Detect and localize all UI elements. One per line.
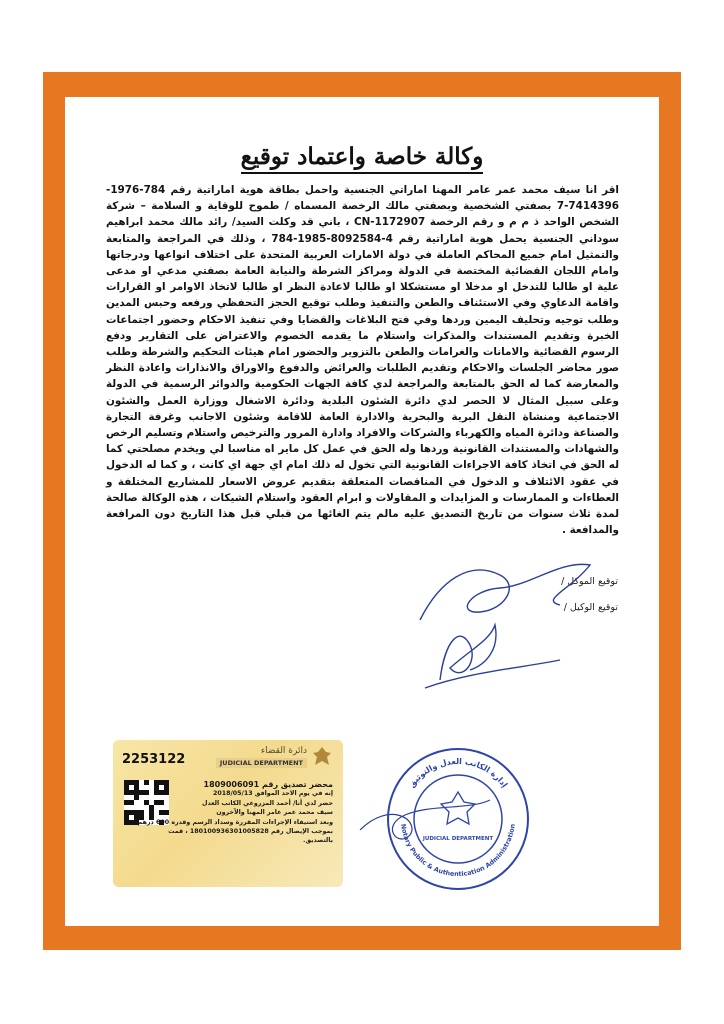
agent-signature: [425, 625, 560, 688]
stamp-line: حضر لدي أنا/ أحمد المزروعي الكاتب العدل: [202, 799, 333, 807]
body-paragraph: اقر انا سيف محمد عمر عامر المهنا اماراتي الجنسية واحمل بطاقة هوية اماراتية رقم 784-1976-7414396-7 بصفتي الشخصية وبصفتي مالك الرخصة المسماه / طموح للوقاية و السلامة – شركة الشخص الواحد ذ م م و رقم الرخصة CN-1172907 ، باني قد وكلت السيد/ رائد مالك محمد ابراهيم سوداني الجنسية يحمل هوية اماراتية رقم 4-8092584-1985-784 ، وذلك في المراجعة والمتابعة والتمثيل امام جميع المحاكم العاملة في دولة الامارات العربية المتحدة على اختلاف انواعها ودرجاتها وامام اللجان القضائية المختصة في الدولة ومراكز الشرطة والنيابة العامة بصفتي مدعي او مدعى علية او طالبا للتدخل او مدخلا او مستشكلا او طالبا لاعادة النظر او طالبا لاتخاذ الاوامر او القرارات واقامة الدعاوي وفي الاستئناف والطعن والتنفيذ وطلب توقيع الحجز التحفظي ورفعه وحبس المدين وطلب توجيه وتحليف اليمين وردها وفي فتح البلاغات والقضايا وفي تنفيذ الاحكام وحضور اجتماعات الخبرة وتقديم المستندات والمذكرات واستلام ما يقدمه الخصوم والاعتراض على التقارير ودفع الرسوم القضائية والامانات والغرامات والطعن بالتزوير والحضور امام هيئات التحكيم والشرطة وطلب صور محاضر الجلسات والاحكام وتقديم الطلبات والعرائض والدفوع والاوراق والانذارات واعادة النظر والمعارضة كما له الحق بالمتابعة والمراجعة لدي كافة الجهات الحكومية والدوائر الرسمية في الدولة وعلى سبيل المثال لا الحصر لدي دائرة الشئون البلدية ودائرة الاشغال ووزارة العمل والشئون الاجتماعية ومنشاة النقل البرية والبحرية والادارة العامة للاقامة وشئون الاجانب وغرفة التجارة والصناعة ودائرة المياه والكهرباء والشركات والافراد وادارة المرور والترخيص واستلام وتسليم الرخص والشهادات والمستندات القانونية وردها وله الحق في عمل كل ماير اه مناسبا لي ويخدم مصلحتي كما له الحق في اتخاذ كافة الاجراءات القانونية التي تخول له ذلك امام اي جهة اي كانت ، و كما له الدخول في عقود الائتلاف و الدخول في المناقصات المتعلقة بتقديم عروض الاسعار للمشاريع المختلفة و العطاءات و الممارسات و المزايدات و المقاولات و ابرام العقود واستلام الشيكات ، هذه الوكالة صالحة لمدة ثلاث سنوات من تاريخ التصديق عليه مالم يتم الغائها من قبلي قبل هذا التاريخ دون المرافعة والمدافعة .: [106, 184, 619, 537]
document-title: وكالة خاصة واعتماد توقيع: [0, 143, 724, 170]
stamp-ring-arabic: إدارة الكاتب العدل والتوثيق: [406, 757, 510, 790]
stamp-line: وبعد استيفاء الإجراءات المقررة وسداد الرسم وقدره 600 درهم: [137, 818, 333, 826]
stamp-line: إنه في يوم الاحد الموافق 2018/05/13: [212, 790, 333, 798]
stamp-line: بالتصديق.: [303, 837, 333, 845]
stamp-inner-english: JUDICIAL DEPARTMENT: [422, 836, 494, 842]
stamp-number: 2253122: [122, 752, 186, 767]
stamp-dept-arabic: دائرة القضاء: [260, 746, 307, 756]
judicial-certification-stamp: [113, 740, 343, 887]
stamp-line: سيف محمد عمر عامر المهنا والآخرون: [216, 809, 333, 817]
stamp-dept-english: JUDICIAL DEPARTMENT: [216, 758, 307, 768]
svg-text:إدارة الكاتب العدل والتوثيق: [407, 757, 509, 789]
signature-label-agent: توقيع الوكيل /: [563, 602, 618, 613]
notary-round-stamp: [383, 744, 533, 894]
signature-label-principal: توقيع الموكل /: [561, 576, 618, 587]
svg-text:Notary Public & Authentication: [399, 823, 517, 878]
falcon-emblem-icon: [311, 745, 333, 769]
stamp-text-block: [137, 780, 333, 846]
principal-signature: [420, 564, 590, 620]
stamp-ring-english: Notary Public & Authentication Administration: [399, 823, 517, 879]
stamp-line: بموجب الإيصال رقم 180100936301005828 ، قمت: [168, 828, 333, 836]
stamp-line: محضر تصديق رقم 1809006091: [203, 780, 333, 789]
stamp-emblem-icon: [441, 792, 475, 824]
